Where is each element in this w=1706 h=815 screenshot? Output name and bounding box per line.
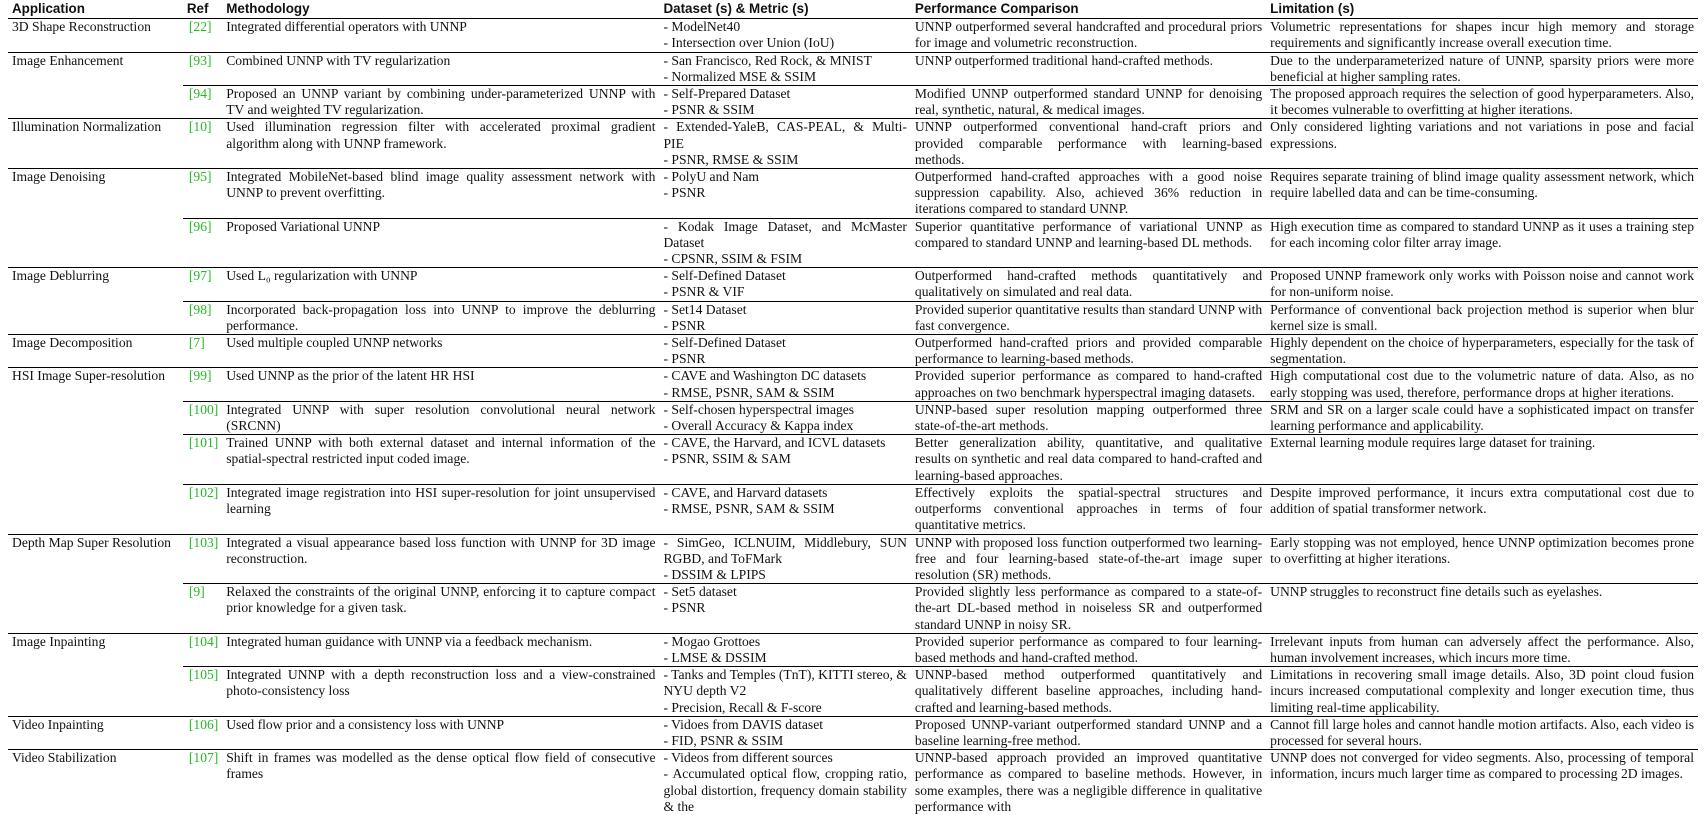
application-cell: Image Denoising — [8, 169, 183, 268]
methodology-cell: Integrated human guidance with UNNP via a feedback mechanism. — [222, 633, 659, 666]
dataset-line: - SimGeo, ICLNUIM, Middlebury, SUN RGBD, and ToFMark — [663, 534, 907, 566]
ref-citation: [96] — [183, 218, 222, 268]
table-row — [8, 301, 1698, 334]
ref-citation: [105] — [183, 667, 222, 717]
limitation-cell: SRM and SR on a larger scale could have a sophisticated impact on transfer learning performance and applicability. — [1266, 401, 1698, 434]
application-cell: Video Inpainting — [8, 716, 183, 749]
ref-citation: [7] — [183, 335, 222, 368]
header-row — [8, 0, 1698, 19]
dataset-line: - DSSIM & LPIPS — [663, 566, 766, 582]
methodology-cell: Proposed Variational UNNP — [222, 218, 659, 268]
dataset-line: - Self-Prepared Dataset — [663, 86, 791, 102]
methodology-cell: Integrated differential operators with UNNP — [222, 19, 659, 52]
dataset-line: - Accumulated optical flow, cropping ratio, global distortion, frequency domain stability & the — [663, 766, 907, 814]
limitation-cell: Volumetric representations for shapes incur high memory and storage requirements and significantly increase overall execution time. — [1266, 19, 1698, 52]
dataset-line: - Kodak Image Dataset, and McMaster Dataset — [663, 218, 907, 250]
dataset-line: - Precision, Recall & F-score — [663, 699, 822, 715]
performance-cell: Provided superior performance as compared to four learning-based methods and hand-crafted method. — [911, 633, 1266, 666]
methodology-cell: Integrated image registration into HSI super-resolution for joint unsupervised learning — [222, 484, 659, 534]
table-row — [8, 484, 1698, 534]
limitation-cell: Early stopping was not employed, hence UNNP optimization becomes prone to overfitting at higher iterations. — [1266, 534, 1698, 584]
table-row — [8, 119, 1698, 169]
dataset-line: - Intersection over Union (IoU) — [663, 35, 835, 51]
table-body — [8, 19, 1698, 815]
dataset-cell — [659, 52, 910, 85]
limitation-cell: Only considered lighting variations and not variations in pose and facial expressions. — [1266, 119, 1698, 169]
header-limitation: Limitation (s) — [1266, 0, 1698, 19]
dataset-line: - PSNR, SSIM & SAM — [663, 451, 791, 467]
table-header — [8, 0, 1698, 19]
ref-citation: [103] — [183, 534, 222, 584]
dataset-line: - Overall Accuracy & Kappa index — [663, 418, 854, 434]
ref-citation: [94] — [183, 86, 222, 119]
limitation-cell: Requires separate training of blind image quality assessment network, which require labelled data and can be time-consuming. — [1266, 169, 1698, 219]
dataset-line: - PSNR & VIF — [663, 284, 745, 300]
dataset-line: - Extended-YaleB, CAS-PEAL, & Multi-PIE — [663, 119, 907, 151]
limitation-cell: Proposed UNNP framework only works with Poisson noise and cannot work for non-uniform noise. — [1266, 268, 1698, 301]
table-row — [8, 268, 1698, 301]
comparison-table — [8, 0, 1698, 815]
ref-citation: [22] — [183, 19, 222, 52]
table-row — [8, 401, 1698, 434]
methodology-cell: Shift in frames was modelled as the dense optical flow field of consecutive frames — [222, 750, 659, 815]
performance-cell: UNNP outperformed conventional hand-craft priors and provided comparable performance with learning-based methods. — [911, 119, 1266, 169]
dataset-cell — [659, 534, 910, 584]
dataset-cell — [659, 268, 910, 301]
performance-cell: UNNP-based method outperformed quantitatively and qualitatively different baseline approaches, including hand-crafted and learning-based methods. — [911, 667, 1266, 717]
dataset-cell — [659, 368, 910, 401]
performance-cell: UNNP with proposed loss function outperformed two learning-free and four learning-based state-of-the-art image super resolution (SR) methods. — [911, 534, 1266, 584]
header-application: Application — [8, 0, 183, 19]
dataset-line: - CAVE and Washington DC datasets — [663, 368, 867, 384]
dataset-line: - Vidoes from DAVIS dataset — [663, 716, 824, 732]
limitation-cell: The proposed approach requires the selection of good hyperparameters. Also, it becomes vulnerable to overfitting at higher iterations. — [1266, 86, 1698, 119]
dataset-line: - PSNR — [663, 185, 706, 201]
performance-cell: Provided superior quantitative results than standard UNNP with fast convergence. — [911, 301, 1266, 334]
limitation-cell: Cannot fill large holes and cannot handle motion artifacts. Also, each video is processed for several hours. — [1266, 716, 1698, 749]
performance-cell: UNNP outperformed traditional hand-crafted methods. — [911, 52, 1266, 85]
application-cell: 3D Shape Reconstruction — [8, 19, 183, 52]
methodology-cell: Used multiple coupled UNNP networks — [222, 335, 659, 368]
ref-citation: [102] — [183, 484, 222, 534]
limitation-cell: Despite improved performance, it incurs extra computational cost due to addition of spatial transformer network. — [1266, 484, 1698, 534]
ref-citation: [100] — [183, 401, 222, 434]
methodology-cell: Proposed an UNNP variant by combining under-parameterized UNNP with TV and weighted TV regularization. — [222, 86, 659, 119]
dataset-line: - San Francisco, Red Rock, & MNIST — [663, 52, 872, 68]
performance-cell: Outperformed hand-crafted approaches with a good noise suppression capability. Also, achieved 36% reduction in iterations compared to standard UNNP. — [911, 169, 1266, 219]
dataset-line: - PolyU and Nam — [663, 169, 760, 185]
dataset-line: - RMSE, PSNR, SAM & SSIM — [663, 384, 835, 400]
ref-citation: [106] — [183, 716, 222, 749]
application-cell: Depth Map Super Resolution — [8, 534, 183, 633]
methodology-cell: Incorporated back-propagation loss into UNNP to improve the deblurring performance. — [222, 301, 659, 334]
table-row — [8, 52, 1698, 85]
dataset-line: - Self-Defined Dataset — [663, 335, 786, 351]
limitation-cell: High computational cost due to the volumetric nature of data. Also, as no early stopping was used, therefore, performance drops at higher iterations. — [1266, 368, 1698, 401]
dataset-line: - Videos from different sources — [663, 750, 833, 766]
header-performance: Performance Comparison — [911, 0, 1266, 19]
limitation-cell: Performance of conventional back projection method is superior when blur kernel size is small. — [1266, 301, 1698, 334]
dataset-line: - PSNR, RMSE & SSIM — [663, 151, 799, 167]
dataset-cell — [659, 633, 910, 666]
dataset-cell — [659, 750, 910, 815]
dataset-line: - PSNR — [663, 317, 706, 333]
limitation-cell: High execution time as compared to standard UNNP as it uses a training step for each incoming color filter array image. — [1266, 218, 1698, 268]
application-cell: Image Decomposition — [8, 335, 183, 368]
dataset-cell — [659, 484, 910, 534]
dataset-line: - PSNR — [663, 600, 706, 616]
methodology-cell: Relaxed the constraints of the original UNNP, enforcing it to capture compact prior knowledge for a given task. — [222, 584, 659, 634]
dataset-line: - PSNR — [663, 351, 706, 367]
performance-cell: Better generalization ability, quantitative, and qualitative results on synthetic and real data compared to hand-crafted and learning-based approaches. — [911, 435, 1266, 485]
methodology-cell: Combined UNNP with TV regularization — [222, 52, 659, 85]
performance-cell: Provided superior performance as compared to hand-crafted approaches on two benchmark hyperspectral imaging datasets. — [911, 368, 1266, 401]
dataset-cell — [659, 169, 910, 219]
table-row — [8, 534, 1698, 584]
dataset-cell — [659, 218, 910, 268]
dataset-line: - CAVE, and Harvard datasets — [663, 484, 828, 500]
dataset-cell — [659, 301, 910, 334]
methodology-cell: Trained UNNP with both external dataset and internal information of the spatial-spectral restricted input coded image. — [222, 435, 659, 485]
table-row — [8, 716, 1698, 749]
dataset-line: - PSNR & SSIM — [663, 102, 755, 118]
performance-cell: Provided slightly less performance as compared to a state-of-the-art DL-based method in noiseless SR and outperformed standard UNNP in noisy SR. — [911, 584, 1266, 634]
application-cell: Image Enhancement — [8, 52, 183, 119]
ref-citation: [98] — [183, 301, 222, 334]
methodology-cell: Integrated MobileNet-based blind image quality assessment network with UNNP to prevent overfitting. — [222, 169, 659, 219]
limitation-cell: UNNP struggles to reconstruct fine details such as eyelashes. — [1266, 584, 1698, 634]
ref-citation: [97] — [183, 268, 222, 301]
header-ref: Ref — [183, 0, 222, 19]
methodology-cell: Used UNNP as the prior of the latent HR HSI — [222, 368, 659, 401]
ref-citation: [10] — [183, 119, 222, 169]
dataset-cell — [659, 716, 910, 749]
table-row — [8, 750, 1698, 815]
application-cell: Image Inpainting — [8, 633, 183, 716]
dataset-line: - Normalized MSE & SSIM — [663, 68, 817, 84]
dataset-cell — [659, 19, 910, 52]
limitation-cell: Limitations in recovering small image details. Also, 3D point cloud fusion incurs increased computational complexity and longer execution time, thus limiting real-time applicability. — [1266, 667, 1698, 717]
limitation-cell: Highly dependent on the choice of hyperparameters, especially for the task of segmentation. — [1266, 335, 1698, 368]
methodology-cell: Used L₀ regularization with UNNP — [222, 268, 659, 301]
dataset-cell — [659, 401, 910, 434]
header-methodology: Methodology — [222, 0, 659, 19]
dataset-line: - Set14 Dataset — [663, 301, 747, 317]
application-cell: Image Deblurring — [8, 268, 183, 335]
ref-citation: [95] — [183, 169, 222, 219]
dataset-line: - Self-chosen hyperspectral images — [663, 401, 855, 417]
methodology-cell: Integrated UNNP with a depth reconstruction loss and a view-constrained photo-consistency loss — [222, 667, 659, 717]
dataset-cell — [659, 435, 910, 485]
table-row — [8, 19, 1698, 52]
dataset-cell — [659, 667, 910, 717]
limitation-cell: External learning module requires large dataset for training. — [1266, 435, 1698, 485]
methodology-cell: Integrated UNNP with super resolution convolutional neural network (SRCNN) — [222, 401, 659, 434]
dataset-cell — [659, 119, 910, 169]
table-row — [8, 633, 1698, 666]
methodology-cell: Integrated a visual appearance based loss function with UNNP for 3D image reconstruction. — [222, 534, 659, 584]
performance-cell: Proposed UNNP-variant outperformed standard UNNP and a baseline learning-free method. — [911, 716, 1266, 749]
dataset-line: - CPSNR, SSIM & FSIM — [663, 251, 803, 267]
performance-cell: Outperformed hand-crafted priors and provided comparable performance to learning-based methods. — [911, 335, 1266, 368]
performance-cell: UNNP-based approach provided an improved quantitative performance as compared to baseline methods. However, in some examples, there was a negligible difference in qualitative performance with — [911, 750, 1266, 815]
application-cell: Video Stabilization — [8, 750, 183, 815]
dataset-cell — [659, 584, 910, 634]
ref-citation: [99] — [183, 368, 222, 401]
methodology-cell: Used illumination regression filter with accelerated proximal gradient algorithm along with UNNP framework. — [222, 119, 659, 169]
performance-cell: UNNP-based super resolution mapping outperformed three state-of-the-art methods. — [911, 401, 1266, 434]
application-cell: HSI Image Super-resolution — [8, 368, 183, 534]
methodology-cell: Used flow prior and a consistency loss with UNNP — [222, 716, 659, 749]
table-row — [8, 86, 1698, 119]
dataset-line: - Mogao Grottoes — [663, 633, 761, 649]
application-cell: Illumination Normalization — [8, 119, 183, 169]
dataset-line: - FID, PSNR & SSIM — [663, 732, 784, 748]
table-row — [8, 667, 1698, 717]
performance-cell: Modified UNNP outperformed standard UNNP for denoising real, synthetic, natural, & medical images. — [911, 86, 1266, 119]
limitation-cell: UNNP does not converged for video segments. Also, processing of temporal information, incurs much larger time as compared to processing 2D images. — [1266, 750, 1698, 815]
ref-citation: [9] — [183, 584, 222, 634]
performance-cell: UNNP outperformed several handcrafted and procedural priors for image and volumetric reconstruction. — [911, 19, 1266, 52]
table-row — [8, 584, 1698, 634]
dataset-line: - RMSE, PSNR, SAM & SSIM — [663, 501, 835, 517]
ref-citation: [107] — [183, 750, 222, 815]
performance-cell: Outperformed hand-crafted methods quantitatively and qualitatively on simulated and real data. — [911, 268, 1266, 301]
dataset-line: - CAVE, the Harvard, and ICVL datasets — [663, 435, 886, 451]
dataset-line: - ModelNet40 — [663, 19, 741, 35]
dataset-line: - LMSE & DSSIM — [663, 649, 767, 665]
dataset-line: - Tanks and Temples (TnT), KITTI stereo, & NYU depth V2 — [663, 667, 907, 699]
table-row — [8, 218, 1698, 268]
ref-citation: [93] — [183, 52, 222, 85]
table-row — [8, 368, 1698, 401]
dataset-cell — [659, 335, 910, 368]
header-dataset-metric: Dataset (s) & Metric (s) — [659, 0, 910, 19]
performance-cell: Superior quantitative performance of variational UNNP as compared to standard UNNP and learning-based DL methods. — [911, 218, 1266, 268]
performance-cell: Effectively exploits the spatial-spectral structures and outperforms conventional approaches in terms of four quantitative metrics. — [911, 484, 1266, 534]
table-row — [8, 335, 1698, 368]
table-row — [8, 435, 1698, 485]
ref-citation: [101] — [183, 435, 222, 485]
dataset-cell — [659, 86, 910, 119]
limitation-cell: Irrelevant inputs from human can adversely affect the performance. Also, human involvement increases, which incurs more time. — [1266, 633, 1698, 666]
dataset-line: - Self-Defined Dataset — [663, 268, 786, 284]
dataset-line: - Set5 dataset — [663, 584, 737, 600]
limitation-cell: Due to the underparameterized nature of UNNP, sparsity priors were more beneficial at higher sampling rates. — [1266, 52, 1698, 85]
table-row — [8, 169, 1698, 219]
ref-citation: [104] — [183, 633, 222, 666]
